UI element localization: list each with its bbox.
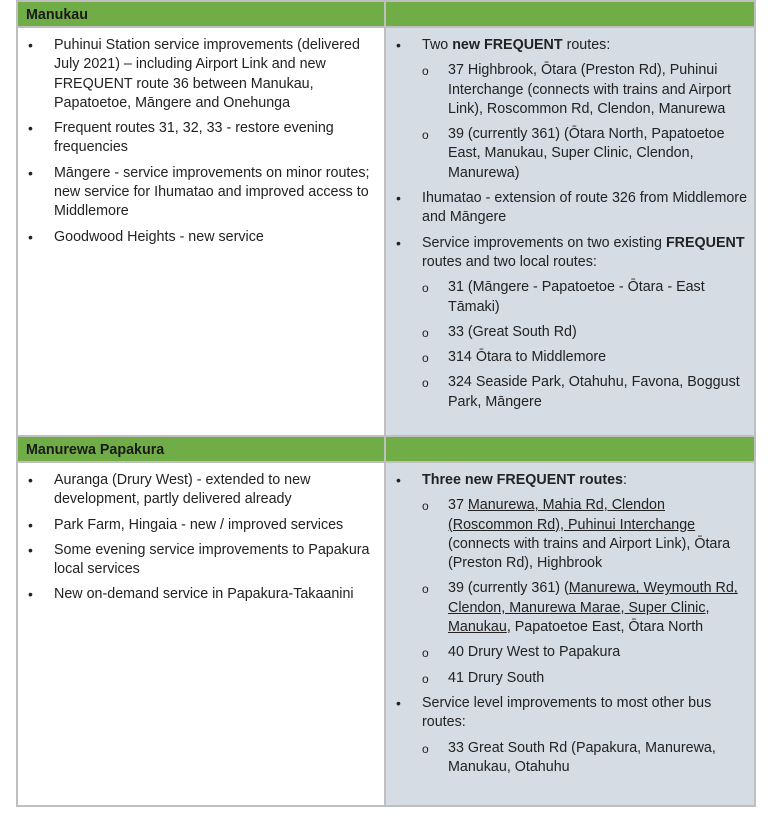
list-item: • Auranga (Drury West) - extended to new development, partly delivered already <box>28 472 311 508</box>
bullet-icon: • <box>396 472 401 488</box>
section-header-empty-cell <box>385 1 755 27</box>
section-title: Manurewa Papakura <box>26 442 165 458</box>
list-item: • Some evening service improvements to Papakura local services <box>28 541 370 578</box>
sub-bullet-icon: o <box>422 351 429 366</box>
list-item: • Puhinui Station service improvements (delivered July 2021) – including Airport Link and new FREQUENT route 36 between Manukau, Papatoetoe, Māngere and Onehunga <box>28 37 360 111</box>
list-item: • Park Farm, Hingaia - new / improved services <box>18 516 380 535</box>
sub-list-item: o 314 Ōtara to Middlemore <box>422 348 750 367</box>
section-header-manukau <box>17 1 755 27</box>
bullet-icon: • <box>28 164 33 181</box>
sub-bullet-icon: o <box>422 499 429 514</box>
list-item: • Three new FREQUENT routes: o 37 Manurewa, Mahia Rd, Clendon (Roscommon Rd), Puhinui Interchange (connects with trains and Airport Link), Ōtara (Preston Rd), Highbrook o 39 (currently 361) (Manurewa, Weymouth Rd, Clendon, Manurewa Marae, Super Clinic, Manukau, Papatoetoe East, Ōtara North o 40 Drury West to Papakura o 41 Drury South <box>386 471 750 688</box>
sub-bullet-icon: o <box>422 325 429 340</box>
list-item: • Ihumatao - extension of route 326 from Middlemore and Māngere <box>396 190 748 226</box>
bullet-icon: • <box>396 234 401 251</box>
sub-bullet-list <box>422 496 750 688</box>
list-item: • Two new FREQUENT routes: o 37 Highbrook, Ōtara (Preston Rd), Puhinui Interchange (connects with trains and Airport Link), Roscommon Rd, Clendon, Manurewa o 39 (currently 361) (Ōtara North, Papatoetoe East, Manukau, Super Clinic, Clendon, Manurewa) <box>386 36 750 183</box>
left-bullet-list <box>18 28 384 247</box>
bullet-icon: • <box>28 120 33 137</box>
sub-list-item: o 33 Great South Rd (Papakura, Manurewa, Manukau, Otahuhu <box>422 739 716 775</box>
list-item: • New on-demand service in Papakura-Takaanini <box>18 585 380 604</box>
sub-list-item: o 39 (currently 361) (Manurewa, Weymouth Rd, Clendon, Manurewa Marae, Super Clinic, Manukau, Papatoetoe East, Ōtara North <box>422 580 738 636</box>
sub-bullet-icon: o <box>422 671 429 686</box>
sub-list-item: o 37 Manurewa, Mahia Rd, Clendon (Roscommon Rd), Puhinui Interchange (connects with trains and Airport Link), Ōtara (Preston Rd), Highbrook <box>422 497 731 572</box>
sub-list-item: o 41 Drury South <box>422 669 750 688</box>
sub-bullet-icon: o <box>422 741 429 756</box>
sub-bullet-icon: o <box>422 128 429 143</box>
section-body-manurewa-papakura <box>17 462 755 806</box>
section-title-cell <box>17 436 385 462</box>
sub-list-item: o 40 Drury West to Papakura <box>422 643 750 662</box>
bullet-icon: • <box>28 472 33 488</box>
bullet-icon: • <box>396 37 401 53</box>
right-column-cell <box>385 462 755 806</box>
service-improvements-table <box>16 0 756 807</box>
bullet-icon: • <box>28 37 33 53</box>
bullet-icon: • <box>28 586 33 603</box>
sub-bullet-icon: o <box>422 582 429 597</box>
sub-list-item: o 31 (Māngere - Papatoetoe - Ōtara - East Tāmaki) <box>422 279 705 315</box>
sub-bullet-list <box>422 61 750 183</box>
bullet-icon: • <box>396 190 401 207</box>
sub-bullet-icon: o <box>422 281 429 296</box>
sub-list-item: o 39 (currently 361) (Ōtara North, Papatoetoe East, Manukau, Super Clinic, Clendon, Manurewa) <box>422 126 725 181</box>
bullet-icon: • <box>28 541 33 558</box>
sub-bullet-icon: o <box>422 64 429 79</box>
list-item: • Goodwood Heights - new service <box>18 228 380 247</box>
list-item: • Service level improvements to most other bus routes: o 33 Great South Rd (Papakura, Manurewa, Manukau, Otahuhu <box>386 694 750 777</box>
left-column-cell <box>17 27 385 436</box>
section-header-empty-cell <box>385 436 755 462</box>
list-item: • Service improvements on two existing FREQUENT routes and two local routes: o 31 (Māngere - Papatoetoe - Ōtara - East Tāmaki) o 33 (Great South Rd) o 314 Ōtara to Middlemore o 324 Seaside Park, Otahuhu, Favona, Boggust Park, Māngere <box>386 234 750 412</box>
left-column-cell <box>17 462 385 806</box>
sub-bullet-icon: o <box>422 376 429 391</box>
left-bullet-list <box>18 463 384 605</box>
list-item: • Māngere - service improvements on minor routes; new service for Ihumatao and improved access to Middlemore <box>28 164 370 220</box>
sub-bullet-list <box>422 278 750 412</box>
section-body-manukau <box>17 27 755 436</box>
sub-bullet-icon: o <box>422 646 429 661</box>
bullet-icon: • <box>28 228 33 245</box>
section-title-cell <box>17 1 385 27</box>
right-bullet-list <box>386 28 754 412</box>
sub-bullet-list <box>422 739 750 778</box>
list-item: • Frequent routes 31, 32, 33 - restore evening frequencies <box>28 120 334 156</box>
section-title: Manukau <box>26 7 88 23</box>
section-header-manurewa-papakura <box>17 436 755 462</box>
bullet-icon: • <box>396 694 401 711</box>
right-column-cell <box>385 27 755 436</box>
right-bullet-list <box>386 463 754 777</box>
sub-list-item: o 37 Highbrook, Ōtara (Preston Rd), Puhinui Interchange (connects with trains and Airport Link), Roscommon Rd, Clendon, Manurewa <box>422 62 731 117</box>
sub-list-item: o 33 (Great South Rd) <box>422 323 750 342</box>
bullet-icon: • <box>28 516 33 533</box>
sub-list-item: o 324 Seaside Park, Otahuhu, Favona, Boggust Park, Māngere <box>422 374 740 410</box>
